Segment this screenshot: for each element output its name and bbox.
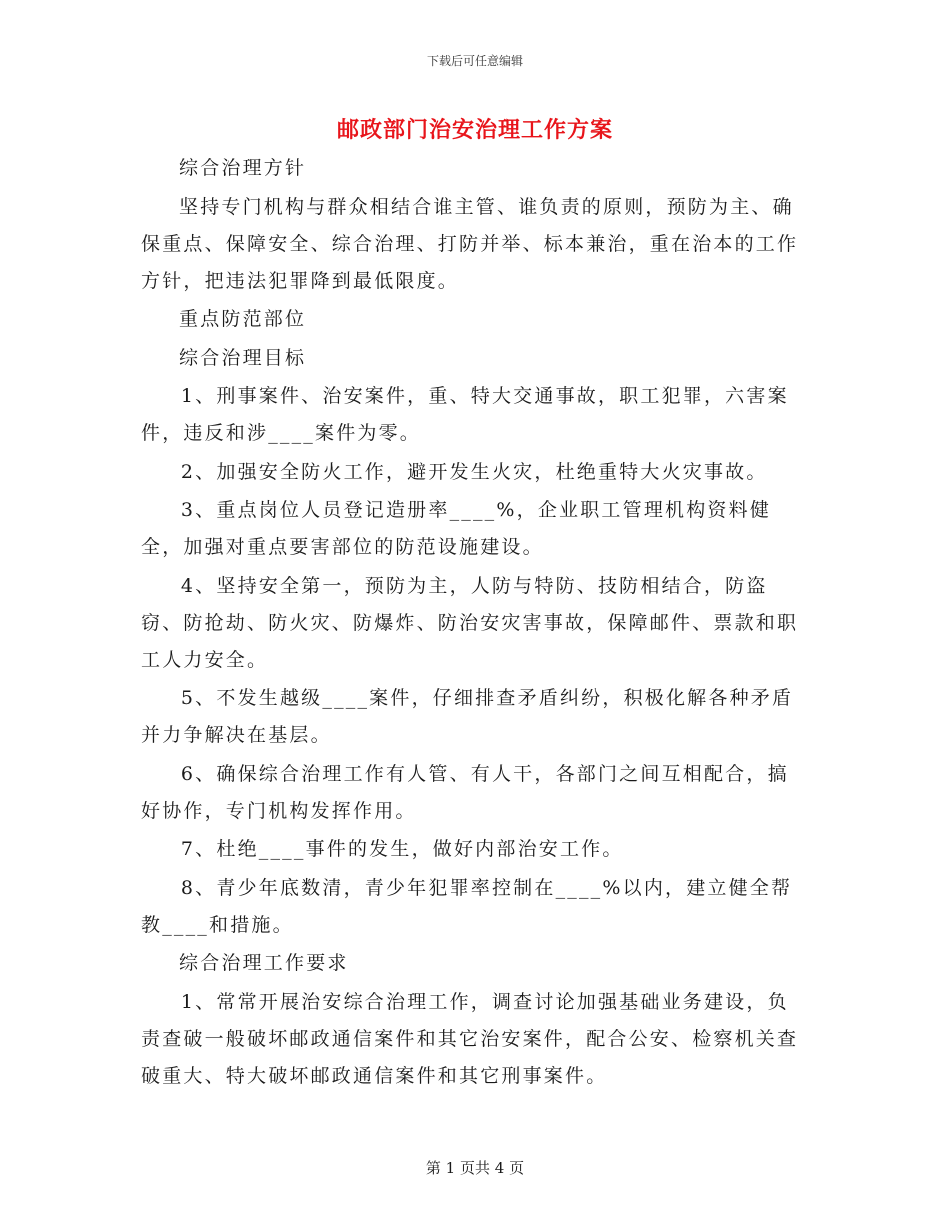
section-heading: 重点防范部位 (179, 308, 307, 330)
list-item: 6、确保综合治理工作有人管、有人干，各部门之间互相配合，搞好协作，专门机构发挥作用。 (141, 762, 789, 822)
list-item: 4、坚持安全第一，预防为主，人防与特防、技防相结合，防盗窃、防抢劫、防火灾、防爆炸、防治安灾害事故，保障邮件、票款和职工人力安全。 (141, 574, 799, 671)
section-heading: 综合治理方针 (179, 157, 307, 179)
list-item: 8、青少年底数清，青少年犯罪率控制在____%以内，建立健全帮教____和措施。 (141, 876, 793, 936)
list-item: 5、不发生越级____案件，仔细排查矛盾纠纷，积极化解各种矛盾并力争解决在基层。 (141, 687, 794, 746)
page-header: 下载后可任意编辑 (426, 54, 523, 68)
page-footer: 第 1 页共 4 页 (425, 1159, 525, 1177)
list-item: 7、杜绝____事件的发生，做好内部治安工作。 (180, 838, 624, 860)
document-title: 邮政部门治安治理工作方案 (336, 117, 613, 143)
paragraph: 坚持专门机构与群众相结合谁主管、谁负责的原则，预防为主、确保重点、保障安全、综合治理、打防并举、标本兼治，重在治本的工作方针，把违法犯罪降到最低限度。 (141, 195, 799, 292)
document-body (141, 150, 801, 1095)
list-item: 3、重点岗位人员登记造册率____%，企业职工管理机构资料健全，加强对重点要害部位的防范设施建设。 (141, 499, 772, 558)
list-item: 2、加强安全防火工作，避开发生火灾，杜绝重特大火灾事故。 (180, 460, 768, 483)
section-heading: 综合治理目标 (179, 346, 307, 369)
section-heading: 综合治理工作要求 (179, 952, 349, 974)
list-item: 1、常常开展治安综合治理工作，调查讨论加强基础业务建设，负责查破一般破坏邮政通信案件和其它治安案件，配合公安、检察机关查破重大、特大破坏邮政通信案件和其它刑事案件。 (141, 990, 799, 1087)
list-item: 1、刑事案件、治安案件，重、特大交通事故，职工犯罪，六害案件，违反和涉____案件为零。 (141, 385, 789, 444)
